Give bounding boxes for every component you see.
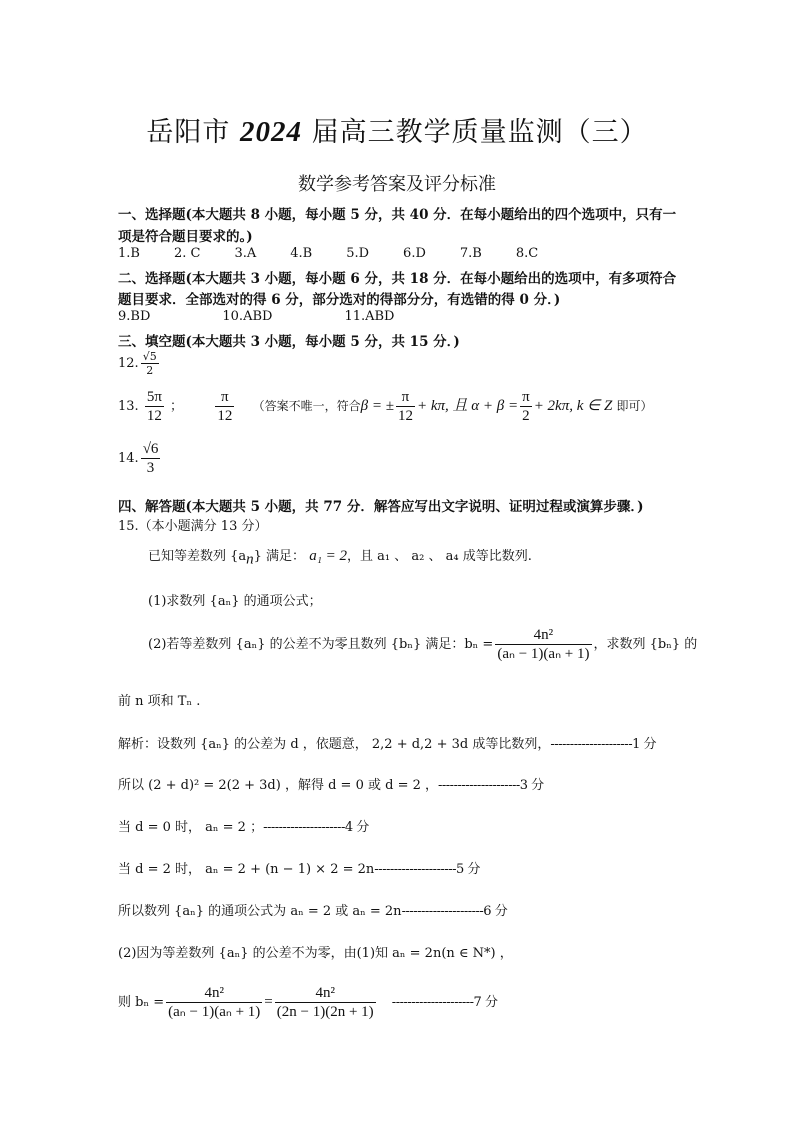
q13-note-f1-numerator: π	[396, 388, 415, 407]
section1-heading-line1: 一、选择题(本大题共 8 小题，每小题 5 分，共 40 分．在每小题给出的四个选项中，只有一	[118, 207, 677, 223]
q15-given-mid2: ，且 a₁ 、 a₂ 、 a₄ 成等比数列.	[347, 549, 532, 564]
q12-denominator: 2	[146, 364, 154, 377]
q15-part2-pre: (2)若等差数列 {aₙ} 的公差不为零且数列 {bₙ} 满足：bₙ =	[148, 637, 494, 652]
page-title	[0, 110, 794, 149]
q13-fraction-a	[145, 388, 164, 425]
q13-answer	[118, 388, 652, 425]
q13-fraction-b	[215, 388, 234, 425]
q12-label: 12.	[118, 356, 139, 371]
solution-line-5	[118, 900, 507, 919]
q15-part1: (1)求数列 {aₙ} 的通项公式；	[148, 594, 322, 609]
section1-heading-line2: 项是符合题目要求的。)	[118, 229, 253, 245]
solution-line-6-text: (2)因为等差数列 {aₙ} 的公差不为零，由(1)知 aₙ = 2n(n ∈ N*) ，	[118, 946, 513, 961]
q15-given-pre: 已知等差数列 {a	[148, 549, 247, 564]
q12-fraction	[141, 350, 159, 377]
solution-final-fraction-2	[275, 984, 376, 1021]
answer-11: 11.ABD	[344, 309, 395, 324]
solution-line-6	[118, 942, 513, 961]
q14-fraction	[141, 440, 161, 477]
q15-part2-fraction	[495, 626, 591, 663]
q15-given	[148, 545, 532, 569]
q15-part2-denominator: (aₙ − 1)(aₙ + 1)	[497, 646, 590, 662]
q12-answer	[118, 350, 161, 377]
section3-heading: 三、填空题(本大题共 3 小题，每小题 5 分，共 15 分．)	[118, 334, 460, 350]
solution-line-1-score: ---------------------1 分	[550, 737, 656, 752]
answer-1: 1.B	[118, 246, 140, 261]
title-suffix: 届高三教学质量监测（三）	[311, 117, 648, 148]
final-f1-denominator: (aₙ − 1)(aₙ + 1)	[168, 1004, 261, 1020]
answer-5: 5.D	[346, 246, 370, 261]
q14-denominator: 3	[146, 460, 155, 476]
final-f1-numerator: 4n²	[166, 984, 262, 1003]
q13-note-close: 即可）	[616, 399, 653, 413]
solution-line-4-text: 当 d = 2 时， aₙ = 2 + (n − 1) × 2 = 2n	[118, 862, 375, 877]
q14-label: 14.	[118, 451, 139, 466]
q13-separator: ；	[170, 399, 184, 414]
page-subtitle: 数学参考答案及评分标准	[298, 174, 496, 195]
q15-part2	[148, 626, 697, 663]
solution-final-fraction-1	[166, 984, 262, 1021]
answer-4: 4.B	[290, 246, 313, 261]
answer-6: 6.D	[403, 246, 426, 261]
q13-b-denominator: 12	[217, 408, 233, 424]
section2-answers	[118, 309, 428, 324]
q13-note-fraction-2	[520, 388, 532, 425]
solution-line-3-score: ---------------------4 分	[263, 820, 369, 835]
q13-a-denominator: 12	[146, 408, 162, 424]
answer-8: 8.C	[515, 246, 539, 261]
q15-part2-line2: 前 n 项和 Tₙ .	[118, 694, 201, 709]
solution-line-3-text: 当 d = 0 时， aₙ = 2 ；	[118, 820, 264, 835]
final-f2-numerator: 4n²	[275, 984, 376, 1003]
solution-line-5-score: ---------------------6 分	[401, 904, 508, 919]
q15-given-sub: n	[246, 551, 254, 568]
solution-line-4	[118, 858, 480, 877]
solution-final	[118, 984, 497, 1021]
solution-line-5-text: 所以数列 {aₙ} 的通项公式为 aₙ = 2 或 aₙ = 2n	[118, 904, 402, 919]
solution-line-4-score: ---------------------5 分	[374, 862, 480, 877]
solution-line-2-score: ---------------------3 分	[438, 778, 544, 793]
answer-3: 3.A	[234, 246, 257, 261]
q13-b-numerator: π	[215, 388, 234, 407]
solution-line-1-text: 解析：设数列 {aₙ} 的公差为 d ，依题意， 2,2 + d,2 + 3d 成等比数列，	[118, 737, 551, 752]
solution-line-3	[118, 816, 369, 835]
answer-2: 2. C	[173, 246, 201, 261]
q13-label: 13.	[118, 399, 139, 414]
title-prefix: 岳阳市	[146, 117, 231, 148]
solution-line-1	[118, 733, 656, 752]
final-f2-denominator: (2n − 1)(2n + 1)	[276, 1004, 374, 1020]
answer-9: 9.BD	[118, 309, 151, 324]
section2-heading-line2: 题目要求．全部选对的得 6 分，部分选对的得部分分，有选错的得 0 分．)	[118, 292, 561, 308]
q13-note-pre: （答案不唯一，符合	[252, 399, 361, 413]
title-year: 2024	[240, 116, 302, 148]
q15-part2-post: ，求数列 {bₙ} 的	[593, 637, 698, 652]
section4-heading: 四、解答题(本大题共 5 小题，共 77 分．解答应写出文字说明、证明过程或演算步骤．)	[118, 499, 644, 515]
q15-header: 15.（本小题满分 13 分）	[118, 519, 268, 534]
section2-heading-line1: 二、选择题(本大题共 3 小题，每小题 6 分，共 18 分．在每小题给出的选项中，有多项符合	[118, 271, 677, 287]
q14-numerator: √6	[142, 441, 159, 457]
final-equals: =	[264, 994, 273, 1010]
q15-given-mid: } 满足：	[253, 549, 306, 564]
q15-part2-numerator: 4n²	[495, 626, 591, 645]
q13-a-numerator: 5π	[146, 389, 162, 405]
answer-7: 7.B	[459, 246, 482, 261]
solution-final-score: ---------------------7 分	[391, 995, 498, 1010]
solution-line-2	[118, 774, 544, 793]
q13-note-end: + 2kπ, k ∈ Z	[533, 398, 613, 414]
q13-note-mid: + kπ, 且 α + β =	[416, 398, 519, 414]
q15-given-cond: a₁ = 2	[309, 548, 348, 564]
q13-note-f1-denominator: 12	[397, 408, 413, 424]
q13-note-f2-denominator: 2	[522, 408, 530, 424]
solution-line-2-text: 所以 (2 + d)² = 2(2 + 3d) ，解得 d = 0 或 d = 2 ，	[118, 778, 438, 793]
q14-answer	[118, 440, 162, 477]
q13-note-beta: β = ±	[360, 398, 394, 414]
section1-answers	[118, 246, 572, 261]
answer-10: 10.ABD	[222, 309, 273, 324]
q12-numerator: √5	[142, 350, 157, 363]
solution-final-pre: 则 bₙ =	[118, 995, 165, 1010]
q13-note-f2-numerator: π	[522, 389, 530, 405]
q13-note-fraction-1	[396, 388, 415, 425]
